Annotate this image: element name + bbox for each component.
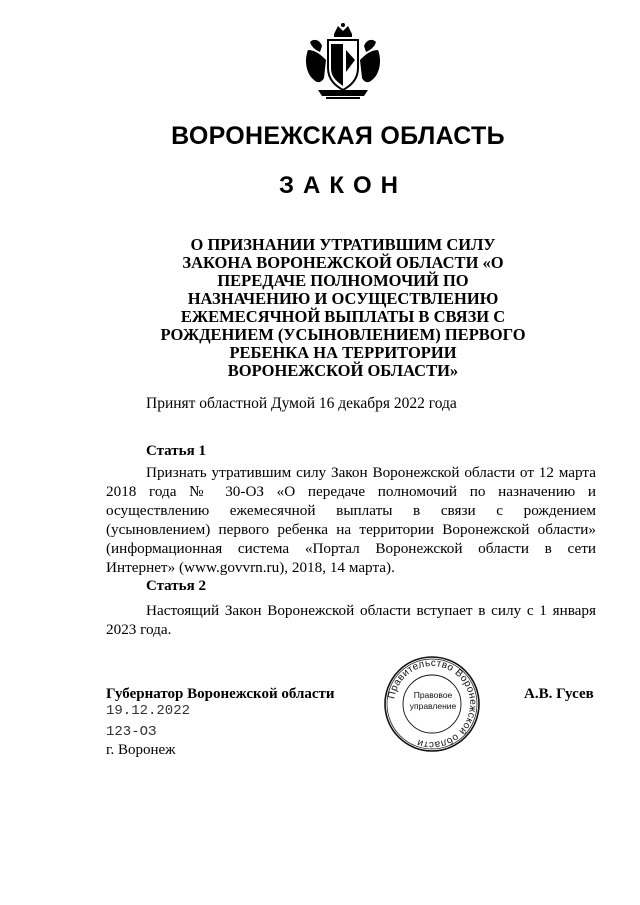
svg-text:Правительство Воронежской обла: Правительство Воронежской области [386, 657, 479, 751]
document-type-title: ЗАКОН [278, 172, 407, 199]
stamp-inner-line-2: управление [409, 701, 457, 711]
law-subject-title: О ПРИЗНАНИИ УТРАТИВШИМ СИЛУ ЗАКОНА ВОРОНЕЖСКОЙ ОБЛАСТИ «О ПЕРЕДАЧЕ ПОЛНОМОЧИЙ ПО НАЗНАЧЕНИЮ И ОСУЩЕСТВЛЕНИЮ ЕЖЕМЕСЯЧНОЙ ВЫПЛАТЫ В СВЯЗИ С РОЖДЕНИЕМ (УСЫНОВЛЕНИЕМ) ПЕРВОГО РЕБЕНКА НА ТЕРРИТОРИИ ВОРОНЕЖСКОЙ ОБЛАСТИ» [160, 235, 526, 380]
signatory-name: А.В. Гусев [524, 686, 594, 702]
law-number: 123-ОЗ [106, 724, 157, 740]
signatory-role: Губернатор Воронежской области [106, 686, 335, 702]
stamp-inner-line-1: Правовое [413, 690, 453, 700]
article-1-text: Признать утратившим силу Закон Воронежской области от 12 марта 2018 года № 30-ОЗ «О передаче полномочий по назначению и осуществлению ежемесячной выплаты в связи с рождением (усыновлением) первого ребенка на территории Воронежской области» (информационная система «Портал Воронежской области в сети Интернет» (www.govvrn.ru), 2018, 14 марта). [106, 464, 596, 576]
adoption-note: Принят областной Думой 16 декабря 2022 года [146, 395, 457, 412]
article-2-text: Настоящий Закон Воронежской области вступает в силу с 1 января 2023 года. [106, 602, 596, 638]
signature-city: г. Воронеж [106, 742, 176, 758]
region-title: ВОРОНЕЖСКАЯ ОБЛАСТЬ [171, 122, 505, 150]
stamp-inner-text [409, 690, 457, 712]
coat-of-arms-emblem [300, 20, 386, 106]
article-1-heading: Статья 1 [146, 443, 206, 459]
article-2-heading: Статья 2 [146, 578, 206, 594]
signature-date: 19.12.2022 [106, 703, 191, 719]
